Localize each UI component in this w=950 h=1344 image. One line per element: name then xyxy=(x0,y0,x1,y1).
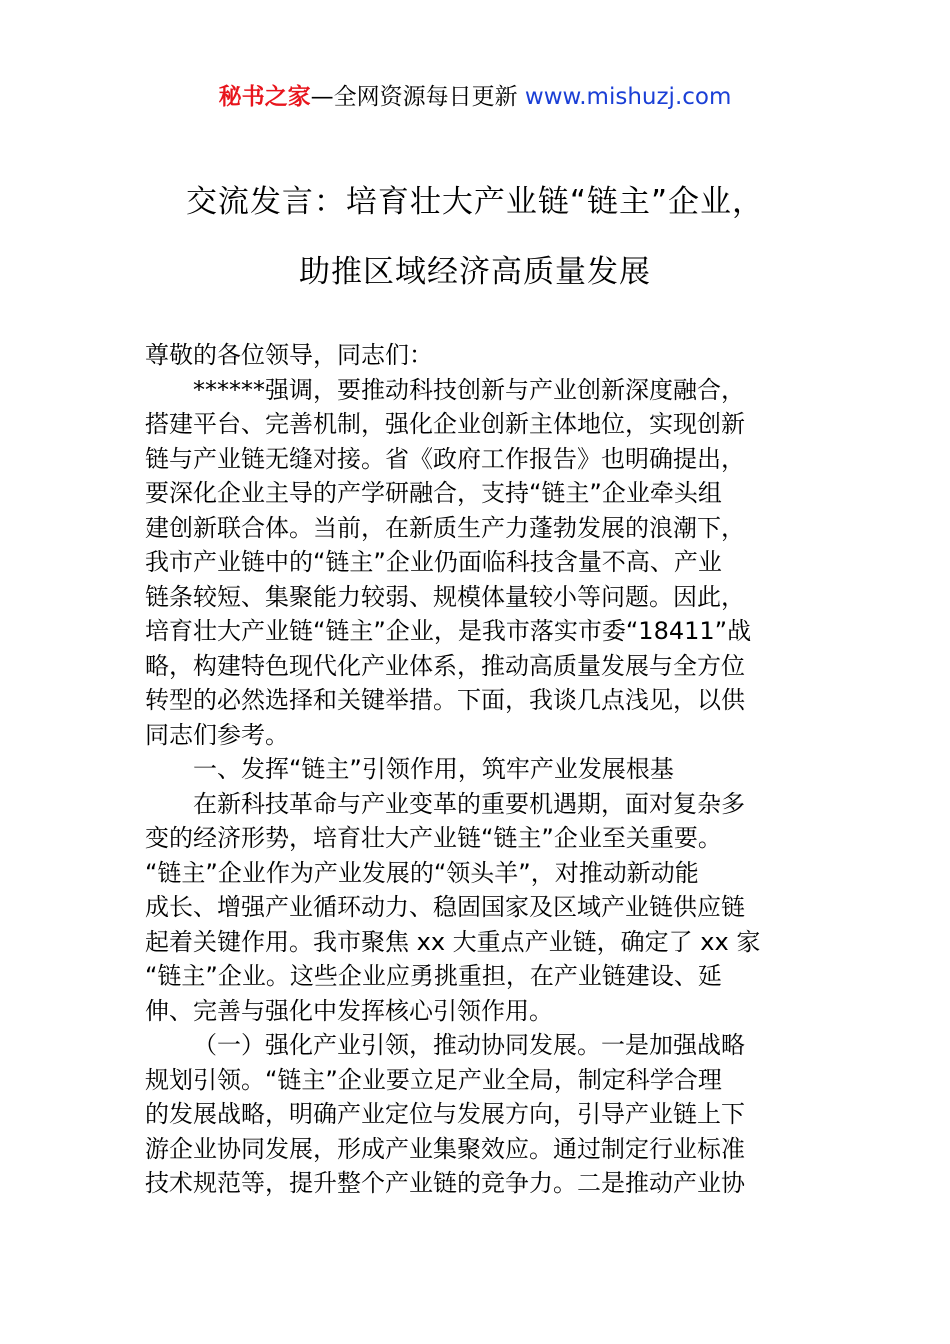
body-line: “链主”企业作为产业发展的“领头羊”，对推动新动能 xyxy=(145,858,699,887)
body-line: 链与产业链无缝对接。省《政府工作报告》也明确提出， xyxy=(145,444,745,473)
body-line: （一）强化产业引领，推动协同发展。一是加强战略 xyxy=(193,1031,745,1059)
body-line: 转型的必然选择和关键举措。下面，我谈几点浅见，以供 xyxy=(145,686,745,714)
body-line: 要深化企业主导的产学研融合，支持“链主”企业牵头组 xyxy=(145,479,722,507)
body-line: 起着关键作用。我市聚焦 xx 大重点产业链，确定了 xx 家 xyxy=(145,927,761,956)
body-line: 游企业协同发展，形成产业集聚效应。通过制定行业标准 xyxy=(145,1134,745,1163)
body-line: 伸、完善与强化中发挥核心引领作用。 xyxy=(145,996,553,1025)
document-title-line-2: 助推区域经济高质量发展 xyxy=(299,254,651,290)
body-line: “链主”企业。这些企业应勇挑重担，在产业链建设、延 xyxy=(145,962,722,990)
body-line: 在新科技革命与产业变革的重要机遇期，面对复杂多 xyxy=(193,789,745,818)
body-line: 建创新联合体。当前，在新质生产力蓬勃发展的浪潮下， xyxy=(145,513,745,542)
body-line: 同志们参考。 xyxy=(145,720,289,749)
site-header xyxy=(0,82,950,112)
body-line: 一、发挥“链主”引领作用，筑牢产业发展根基 xyxy=(193,755,674,783)
site-url-link[interactable]: www.mishuzj.com xyxy=(524,84,732,110)
body-line: 的发展战略，明确产业定位与发展方向，引导产业链上下 xyxy=(145,1100,745,1128)
document-body xyxy=(145,338,810,1201)
body-line: 培育壮大产业链“链主”企业，是我市落实市委“18411”战 xyxy=(145,617,752,645)
body-line: ******强调，要推动科技创新与产业创新深度融合， xyxy=(193,375,745,404)
body-line: 搭建平台、完善机制，强化企业创新主体地位，实现创新 xyxy=(145,410,745,438)
body-line: 链条较短、集聚能力较弱、规模体量较小等问题。因此， xyxy=(145,582,745,611)
body-line: 成长、增强产业循环动力、稳固国家及区域产业链供应链 xyxy=(145,893,745,921)
body-line: 尊敬的各位领导，同志们： xyxy=(145,341,433,369)
body-line: 规划引领。“链主”企业要立足产业全局，制定科学合理 xyxy=(145,1065,722,1094)
body-line: 变的经济形势，培育壮大产业链“链主”企业至关重要。 xyxy=(145,824,722,852)
brand-name: 秘书之家 xyxy=(218,84,311,110)
header-tagline: —全网资源每日更新 xyxy=(310,84,525,110)
body-line: 我市产业链中的“链主”企业仍面临科技含量不高、产业 xyxy=(145,548,722,576)
document-title-line-1: 交流发言：培育壮大产业链“链主”企业， xyxy=(185,184,765,220)
body-line: 略，构建特色现代化产业体系，推动高质量发展与全方位 xyxy=(145,651,745,680)
body-line: 技术规范等，提升整个产业链的竞争力。二是推动产业协 xyxy=(145,1169,745,1197)
